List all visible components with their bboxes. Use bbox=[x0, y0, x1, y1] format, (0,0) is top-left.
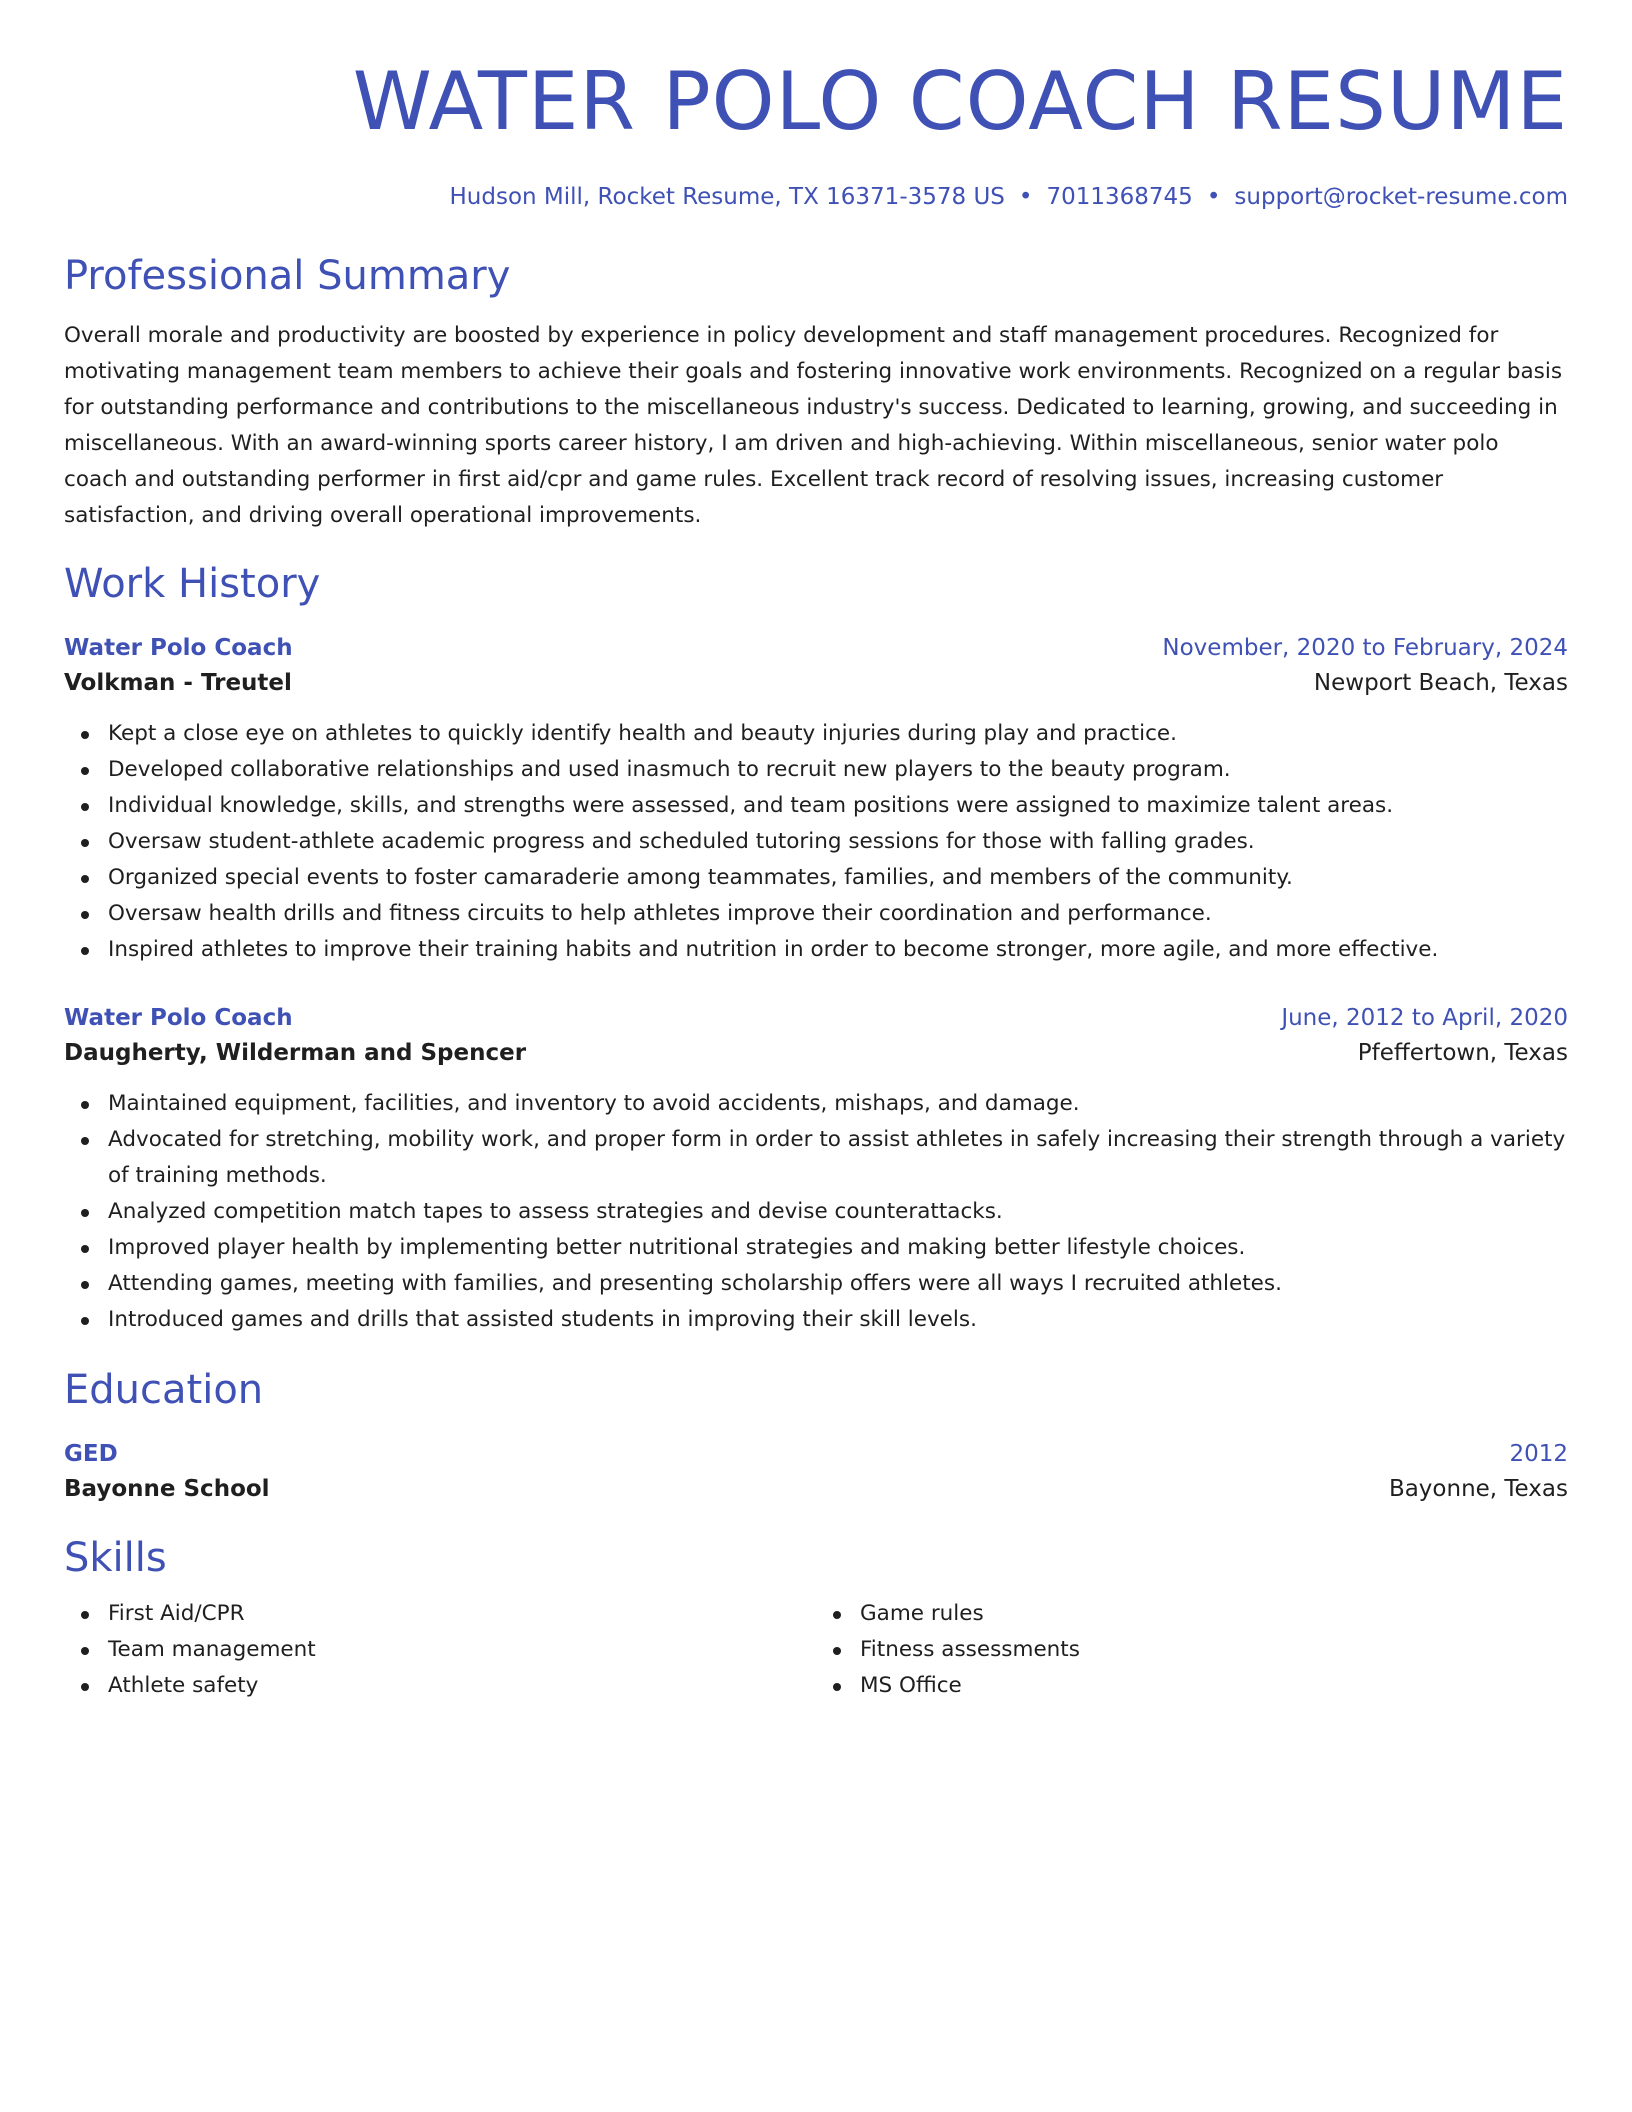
job-company: Volkman - Treutel bbox=[64, 670, 292, 696]
contact-line bbox=[64, 182, 1568, 212]
job-role: Water Polo Coach bbox=[64, 1005, 293, 1031]
skill-item: Fitness assessments bbox=[860, 1632, 1568, 1668]
job-bullet: Kept a close eye on athletes to quickly identify health and beauty injuries during play and practice. bbox=[108, 716, 1568, 752]
skill-item: MS Office bbox=[860, 1668, 1568, 1704]
job-company: Daugherty, Wilderman and Spencer bbox=[64, 1040, 527, 1066]
education-school-row bbox=[64, 1470, 1568, 1508]
job-role: Water Polo Coach bbox=[64, 635, 293, 661]
job-bullet: Attending games, meeting with families, and presenting scholarship offers were all ways I recruited athletes. bbox=[108, 1266, 1568, 1302]
resume-title: WATER POLO COACH RESUME bbox=[352, 55, 1568, 148]
skills-heading: Skills bbox=[64, 1535, 167, 1581]
job-title-row bbox=[64, 1002, 1568, 1034]
job-bullet: Inspired athletes to improve their training habits and nutrition in order to become stronger, more agile, and more effective. bbox=[108, 932, 1568, 968]
job-bullet: Oversaw student-athlete academic progress and scheduled tutoring sessions for those with falling grades. bbox=[108, 824, 1568, 860]
skill-item: Team management bbox=[108, 1632, 816, 1668]
skill-item: First Aid/CPR bbox=[108, 1596, 816, 1632]
job-company-row bbox=[64, 664, 1568, 702]
education-degree: GED bbox=[64, 1441, 118, 1467]
job-title-row bbox=[64, 632, 1568, 664]
education-school: Bayonne School bbox=[64, 1476, 270, 1502]
job-bullet: Developed collaborative relationships and used inasmuch to recruit new players to the beauty program. bbox=[108, 752, 1568, 788]
education-year: 2012 bbox=[1509, 1441, 1568, 1467]
job-bullet: Introduced games and drills that assisted students in improving their skill levels. bbox=[108, 1302, 1568, 1338]
job-entry bbox=[64, 632, 1568, 968]
skills-list bbox=[64, 1596, 1568, 1704]
skill-item: Game rules bbox=[860, 1596, 1568, 1632]
job-bullet: Improved player health by implementing better nutritional strategies and making better lifestyle choices. bbox=[108, 1230, 1568, 1266]
skills-column-left bbox=[64, 1596, 816, 1704]
work-history-heading: Work History bbox=[64, 561, 321, 607]
contact-email: support@rocket-resume.com bbox=[1234, 184, 1568, 210]
skill-item: Athlete safety bbox=[108, 1668, 816, 1704]
job-bullet: Advocated for stretching, mobility work, and proper form in order to assist athletes in safely increasing their strength through a variety of training methods. bbox=[108, 1122, 1568, 1194]
summary-text: Overall morale and productivity are boosted by experience in policy development and staff management procedures. Recognized for motivating management team members to achieve their goals and fostering innovative work environments. Recognized on a regular basis for outstanding performance and contributions to the miscellaneous industry's success. Dedicated to learning, growing, and succeeding in miscellaneous. With an award-winning sports career history, I am driven and high-achieving. Within miscellaneous, senior water polo coach and outstanding performer in first aid/cpr and game rules. Excellent track record of resolving issues, increasing customer satisfaction, and driving overall operational improvements. bbox=[64, 323, 1563, 528]
job-bullet: Individual knowledge, skills, and strengths were assessed, and team positions were assigned to maximize talent areas. bbox=[108, 788, 1568, 824]
job-dates: June, 2012 to April, 2020 bbox=[1281, 1005, 1568, 1031]
contact-separator: • bbox=[1206, 184, 1221, 210]
education-heading: Education bbox=[64, 1367, 264, 1413]
contact-phone: 7011368745 bbox=[1046, 184, 1193, 210]
job-company-row bbox=[64, 1034, 1568, 1072]
job-bullets bbox=[64, 716, 1568, 968]
education-degree-row bbox=[64, 1438, 1568, 1470]
contact-address: Hudson Mill, Rocket Resume, TX 16371-3578 US bbox=[449, 184, 1005, 210]
contact-separator: • bbox=[1018, 184, 1033, 210]
job-bullet: Maintained equipment, facilities, and inventory to avoid accidents, mishaps, and damage. bbox=[108, 1086, 1568, 1122]
job-bullet: Organized special events to foster camaraderie among teammates, families, and members of the community. bbox=[108, 860, 1568, 896]
job-bullet: Analyzed competition match tapes to assess strategies and devise counterattacks. bbox=[108, 1194, 1568, 1230]
job-location: Newport Beach, Texas bbox=[1313, 670, 1568, 696]
job-location: Pfeffertown, Texas bbox=[1357, 1040, 1568, 1066]
job-entry bbox=[64, 1002, 1568, 1338]
skills-column-right bbox=[816, 1596, 1568, 1704]
education-location: Bayonne, Texas bbox=[1388, 1476, 1568, 1502]
summary-heading: Professional Summary bbox=[64, 253, 511, 299]
job-bullets bbox=[64, 1086, 1568, 1338]
job-dates: November, 2020 to February, 2024 bbox=[1162, 635, 1568, 661]
education-entry bbox=[64, 1438, 1568, 1508]
job-bullet: Oversaw health drills and fitness circuits to help athletes improve their coordination and performance. bbox=[108, 896, 1568, 932]
